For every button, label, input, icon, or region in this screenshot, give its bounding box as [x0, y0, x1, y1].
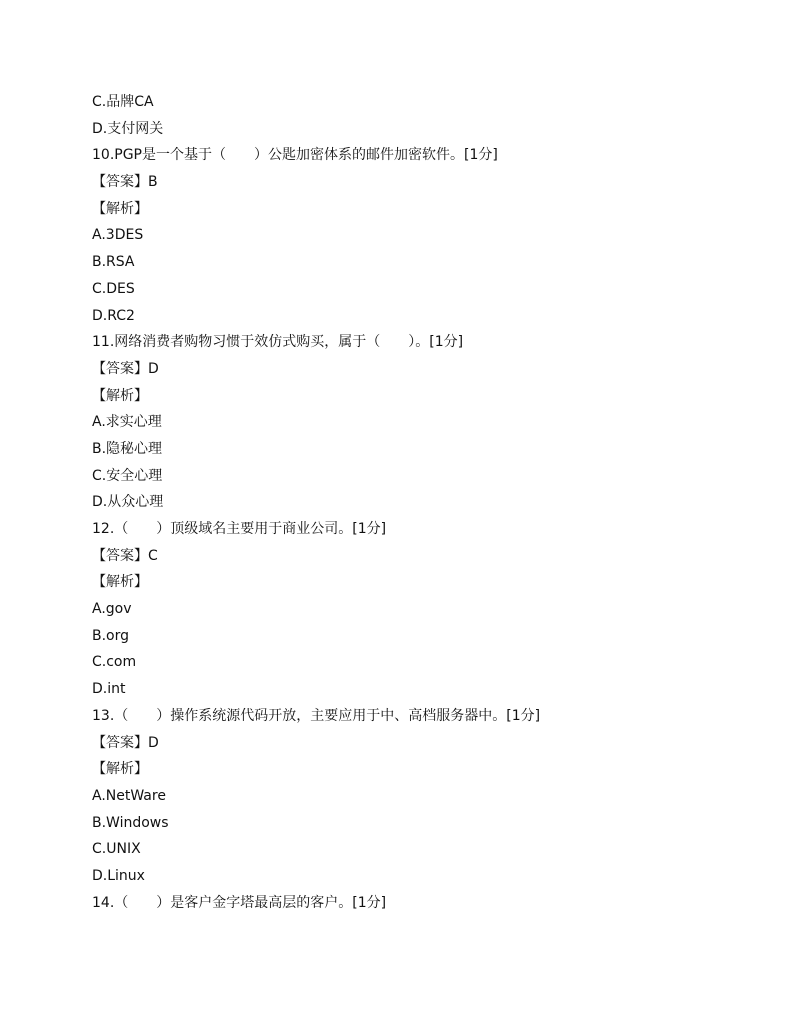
- question-line: 10.PGP是一个基于（ ）公匙加密体系的邮件加密软件。[1分]: [92, 147, 498, 164]
- answer-line: 【答案】B: [92, 174, 158, 191]
- option-line: C.DES: [92, 280, 135, 297]
- option-line: A.求实心理: [92, 414, 162, 431]
- option-line: C.UNIX: [92, 841, 141, 858]
- option-line: A.gov: [92, 601, 132, 618]
- option-line: D.int: [92, 681, 126, 698]
- question-line: 12.（ ）顶级域名主要用于商业公司。[1分]: [92, 521, 387, 537]
- question-line: 11.网络消费者购物习惯于效仿式购买，属于（ ）。[1分]: [92, 334, 464, 351]
- option-line: A.NetWare: [92, 787, 166, 804]
- option-line: B.Windows: [92, 814, 169, 831]
- option-line: D.Linux: [92, 867, 145, 884]
- option-line: C.com: [92, 654, 137, 671]
- analysis-label: 【解析】: [92, 200, 148, 217]
- option-line: D.RC2: [92, 307, 135, 324]
- answer-line: 【答案】D: [92, 360, 159, 377]
- answer-line: 【答案】D: [92, 734, 159, 751]
- analysis-label: 【解析】: [92, 761, 148, 778]
- option-line: D.支付网关: [92, 120, 164, 137]
- option-line: B.RSA: [92, 254, 135, 271]
- question-line: 13.（ ）操作系统源代码开放，主要应用于中、高档服务器中。[1分]: [92, 707, 541, 724]
- answer-line: 【答案】C: [92, 547, 158, 564]
- option-line: C.品牌CA: [92, 94, 154, 110]
- option-line: D.从众心理: [92, 494, 164, 511]
- option-line: A.3DES: [92, 227, 144, 244]
- option-line: B.隐秘心理: [92, 440, 163, 457]
- question-line: 14.（ ）是客户金字塔最高层的客户。[1分]: [92, 894, 387, 911]
- option-line: C.安全心理: [92, 467, 163, 484]
- document-page: [92, 89, 752, 916]
- option-line: B.org: [92, 627, 130, 644]
- analysis-label: 【解析】: [92, 387, 148, 404]
- analysis-label: 【解析】: [92, 574, 148, 591]
